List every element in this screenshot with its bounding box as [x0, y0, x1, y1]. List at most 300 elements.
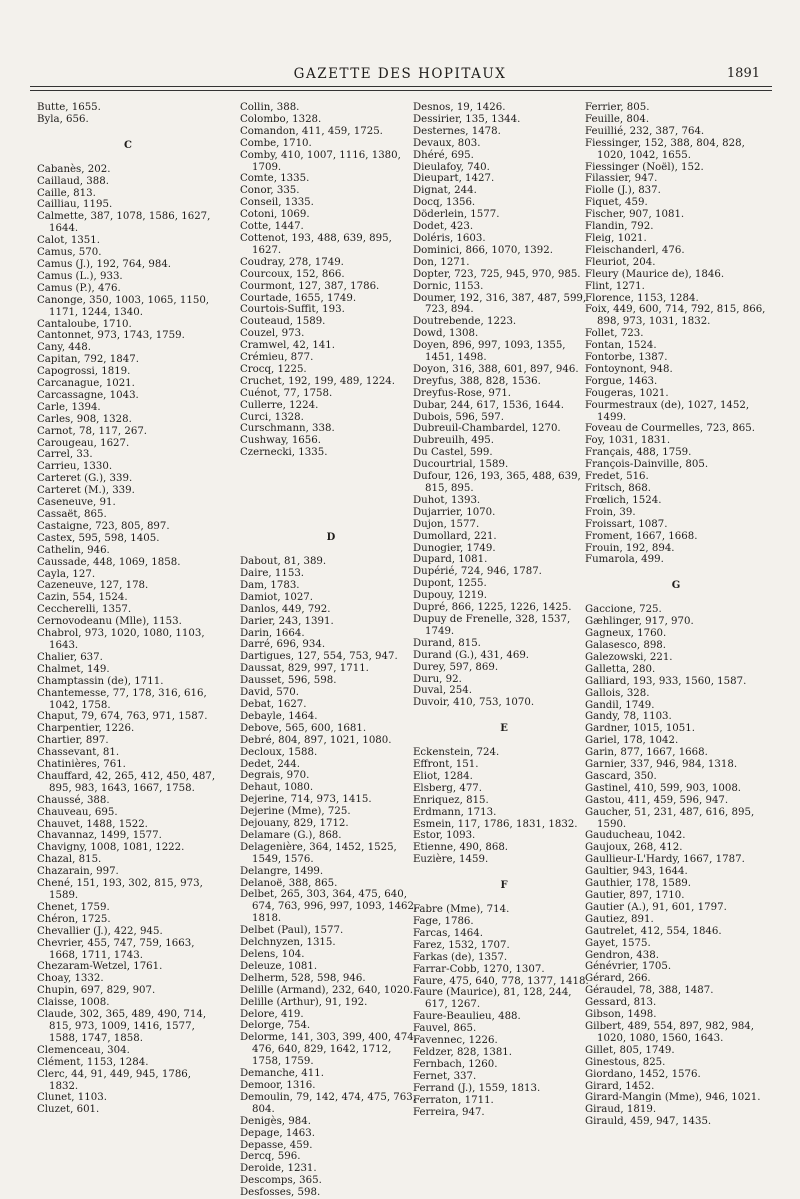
index-entry: Dejerine (Mme), 725. — [240, 806, 351, 818]
index-entry: Euzière, 1459. — [413, 854, 489, 866]
index-entry: Clunet, 1103. — [37, 1092, 107, 1104]
index-entry: Eckenstein, 724. — [413, 747, 500, 759]
index-entry: Darier, 243, 1391. — [240, 615, 334, 627]
index-entry: Curschmann, 338. — [240, 423, 335, 435]
index-entry: Carcassagne, 1043. — [37, 389, 139, 401]
index-entry: Demoor, 1316. — [240, 1079, 316, 1091]
index-entry: Combe, 1710. — [240, 137, 312, 149]
index-entry: Fabre (Mme), 714. — [413, 904, 510, 916]
index-entry: Dedet, 244. — [240, 758, 301, 770]
index-entry: Darré, 696, 934. — [240, 639, 326, 651]
index-entry: Florence, 1153, 1284. — [585, 292, 699, 304]
index-entry: Demanche, 411. — [240, 1068, 324, 1080]
index-entry: Chevrier, 455, 747, 759, 1663, 1668, 1711, 1743. — [37, 937, 195, 961]
index-entry: Dujon, 1577. — [413, 518, 480, 530]
index-entry: Dominici, 866, 1070, 1392. — [413, 244, 553, 256]
index-entry: Dumollard, 221. — [413, 530, 497, 542]
index-entry: Capogrossi, 1819. — [37, 366, 131, 378]
index-entry: Chartier, 897. — [37, 735, 109, 747]
index-entry: Delchnyzen, 1315. — [240, 937, 336, 949]
index-entry: Fleig, 1021. — [585, 232, 647, 244]
index-entry: Gautiez, 891. — [585, 913, 654, 925]
index-entry: Feldzer, 828, 1381. — [413, 1046, 513, 1058]
index-entry: Dessirier, 135, 1344. — [413, 113, 521, 125]
index-entry: Dupouy, 1219. — [413, 590, 487, 602]
index-entry: Castaigne, 723, 805, 897. — [37, 520, 170, 532]
index-entry: Fiquet, 459. — [585, 197, 648, 209]
index-entry: Courcoux, 152, 866. — [240, 268, 345, 280]
index-entry: Degrais, 970. — [240, 770, 310, 782]
index-entry: Coudray, 278, 1749. — [240, 256, 344, 268]
index-entry: Dignat, 244. — [413, 185, 477, 197]
index-entry: Debove, 565, 600, 1681. — [240, 722, 367, 734]
index-entry: Dam, 1783. — [240, 579, 300, 591]
index-entry: Giordano, 1452, 1576. — [585, 1068, 701, 1080]
index-column-4 — [585, 102, 767, 1128]
index-entry: Dornic, 1153. — [413, 280, 484, 292]
index-entry: Fiessinger (Noël), 152. — [585, 161, 704, 173]
index-entry: Fernbach, 1260. — [413, 1058, 498, 1070]
index-entry: Deroide, 1231. — [240, 1163, 317, 1175]
index-entry: Doyen, 896, 997, 1093, 1355, 1451, 1498. — [413, 340, 566, 364]
index-entry: Génévrier, 1705. — [585, 961, 672, 973]
index-entry: Crocq, 1225. — [240, 363, 307, 375]
index-entry: Gæhlinger, 917, 970. — [585, 616, 694, 628]
index-entry: Clément, 1153, 1284. — [37, 1056, 149, 1068]
index-entry: Doutrebende, 1223. — [413, 316, 517, 328]
index-entry: Girard, 1452. — [585, 1080, 655, 1092]
index-entry: Feuille, 804. — [585, 113, 650, 125]
index-entry: Fauvel, 865. — [413, 1023, 477, 1035]
index-entry: Gibson, 1498. — [585, 1009, 657, 1021]
index-entry: Chené, 151, 193, 302, 815, 973, 1589. — [37, 878, 203, 901]
index-entry: Eliot, 1284. — [413, 770, 473, 782]
index-entry: François-Dainville, 805. — [585, 459, 709, 471]
index-entry: Gastinel, 410, 599, 903, 1008. — [585, 782, 742, 794]
index-entry: Garin, 877, 1667, 1668. — [585, 747, 708, 759]
index-entry: Döderlein, 1577. — [413, 209, 500, 221]
index-entry: Daussat, 829, 997, 1711. — [240, 663, 369, 675]
index-entry: Dausset, 596, 598. — [240, 675, 337, 687]
index-entry: Carougeau, 1627. — [37, 437, 130, 449]
index-entry: Gautier, 897, 1710. — [585, 890, 685, 901]
index-entry: David, 570. — [240, 687, 299, 699]
index-entry: Gauthier, 178, 1589. — [585, 878, 692, 890]
index-entry: Chassevant, 81. — [37, 747, 120, 759]
index-entry: Dabout, 81, 389. — [240, 556, 327, 568]
index-entry: Fontan, 1524. — [585, 340, 657, 352]
index-entry: Gessard, 813. — [585, 997, 657, 1009]
index-entry: Dejouany, 829, 1712. — [240, 818, 349, 830]
index-entry: Claude, 302, 365, 489, 490, 714, 815, 973, 1009, 1416, 1577, 1588, 1747, 1858. — [37, 1009, 207, 1044]
index-entry: Fiessinger, 152, 388, 804, 828, 1020, 1042, 1655. — [585, 137, 745, 161]
index-entry: Courmont, 127, 387, 1786. — [240, 280, 380, 292]
index-entry: Dowd, 1308. — [413, 328, 479, 340]
section-letter-c: C — [124, 139, 132, 151]
index-entry: Chaussé, 388. — [37, 794, 110, 806]
index-entry: Comandon, 411, 459, 1725. — [240, 125, 383, 137]
index-entry: Chavannaz, 1499, 1577. — [37, 830, 162, 842]
index-entry: Daire, 1153. — [240, 568, 305, 579]
index-entry: Descomps, 365. — [240, 1175, 322, 1187]
index-entry: Dupérié, 724, 946, 1787. — [413, 566, 542, 578]
index-entry: Cluzet, 601. — [37, 1104, 100, 1116]
index-entry: Decloux, 1588. — [240, 746, 318, 758]
index-entry: Claisse, 1008. — [37, 997, 110, 1009]
index-entry: Gérard, 266. — [585, 973, 651, 985]
index-entry: Cernovodeanu (Mlle), 1153. — [37, 616, 182, 628]
index-entry: Froissart, 1087. — [585, 518, 668, 530]
index-entry: Ducourtrial, 1589. — [413, 459, 509, 471]
index-entry: Dubar, 244, 617, 1536, 1644. — [413, 399, 564, 411]
index-entry: Colombo, 1328. — [240, 113, 322, 125]
index-entry: Gautier (A.), 91, 601, 1797. — [585, 901, 727, 913]
index-entry: Girard-Mangin (Mme), 946, 1021. — [585, 1092, 761, 1104]
index-entry: Cuénot, 77, 1758. — [240, 387, 333, 399]
index-entry: Gandil, 1749. — [585, 699, 655, 711]
index-entry: Effront, 151. — [413, 759, 479, 771]
index-entry: Debat, 1627. — [240, 698, 307, 710]
index-entry: Delille (Armand), 232, 640, 1020. — [240, 984, 413, 996]
section-letter-e: E — [500, 723, 508, 735]
index-entry: Docq, 1356. — [413, 197, 476, 209]
index-entry: Castex, 595, 598, 1405. — [37, 532, 160, 544]
index-entry: Byla, 656. — [37, 113, 89, 125]
index-entry: Caseneuve, 91. — [37, 497, 116, 509]
index-entry: Couzel, 973. — [240, 328, 305, 340]
index-entry: Doyon, 316, 388, 601, 897, 946. — [413, 363, 579, 375]
index-entry: Doumer, 192, 316, 387, 487, 599, 723, 894. — [413, 292, 587, 316]
index-entry: Delorge, 754. — [240, 1020, 311, 1032]
index-entry: Dupont, 1255. — [413, 578, 487, 590]
index-entry: Farcas, 1464. — [413, 927, 483, 939]
header-rule-thin — [30, 90, 772, 91]
index-entry: Durey, 597, 869. — [413, 661, 499, 673]
index-entry: Cazeneuve, 127, 178. — [37, 580, 149, 592]
index-entry: Dieulafoy, 740. — [413, 161, 490, 173]
index-entry: Galezowski, 221. — [585, 651, 673, 663]
header-rule-thick — [30, 86, 772, 87]
index-entry: Crémieu, 877. — [240, 352, 314, 364]
index-entry: Cramwel, 42, 141. — [240, 340, 336, 352]
index-entry: Gaullieur-L'Hardy, 1667, 1787. — [585, 854, 745, 866]
index-entry: Conseil, 1335. — [240, 197, 314, 209]
index-entry: Follet, 723. — [585, 328, 644, 340]
index-entry: Faure (Maurice), 81, 128, 244, 617, 1267. — [413, 987, 572, 1011]
index-entry: Foix, 449, 600, 714, 792, 815, 866, 898, 973, 1031, 1832. — [585, 304, 766, 328]
index-entry: Dreyfus, 388, 828, 1536. — [413, 375, 541, 387]
index-entry: Carle, 1394. — [37, 401, 101, 413]
index-entry: Dieupart, 1427. — [413, 173, 495, 185]
index-entry: Caussade, 448, 1069, 1858. — [37, 556, 181, 568]
index-entry: Chavigny, 1008, 1081, 1222. — [37, 842, 185, 854]
index-entry: Deleuze, 1081. — [240, 960, 318, 972]
index-entry: Cassaët, 865. — [37, 509, 107, 520]
index-entry: Etienne, 490, 868. — [413, 842, 509, 854]
index-entry: Carteret (G.), 339. — [37, 473, 133, 485]
index-entry: Delore, 419. — [240, 1008, 304, 1020]
index-entry: Gaccione, 725. — [585, 604, 662, 616]
index-entry: Gardner, 1015, 1051. — [585, 723, 695, 735]
index-entry: Enriquez, 815. — [413, 794, 489, 806]
index-entry: Faure, 475, 640, 778, 1377, 1418. — [413, 975, 589, 987]
index-entry: Camus (J.), 192, 764, 984. — [37, 258, 172, 270]
index-entry: Gaucher, 51, 231, 487, 616, 895, 1590. — [585, 806, 755, 830]
index-entry: Cazin, 554, 1524. — [37, 592, 128, 604]
index-entry: Fredet, 516. — [585, 471, 649, 483]
index-entry: Clerc, 44, 91, 449, 945, 1786, 1832. — [37, 1068, 192, 1092]
index-entry: Durand, 815. — [413, 637, 481, 649]
index-entry: Dunogier, 1749. — [413, 542, 496, 554]
index-entry: Depasse, 459. — [240, 1139, 313, 1151]
index-entry: Delorme, 141, 303, 399, 400, 474, 476, 640, 829, 1642, 1712, 1758, 1759. — [240, 1032, 417, 1068]
index-entry: Fourmestraux (de), 1027, 1452, 1499. — [585, 399, 750, 423]
section-letter-f: F — [500, 880, 508, 892]
running-header-title: GAZETTE DES HOPITAUX — [293, 66, 507, 82]
section-letter-g: G — [671, 580, 681, 592]
index-entry: Chéron, 1725. — [37, 913, 111, 925]
index-entry: Depage, 1463. — [240, 1127, 315, 1139]
index-entry: Collin, 388. — [240, 102, 300, 113]
index-entry: Cullerre, 1224. — [240, 399, 319, 411]
index-entry: Chantemesse, 77, 178, 316, 616, 1042, 1758. — [37, 687, 207, 711]
index-entry: Du Castel, 599. — [413, 447, 493, 459]
index-entry: Foy, 1031, 1831. — [585, 435, 671, 447]
index-entry: Froment, 1667, 1668. — [585, 530, 698, 542]
index-entry: Gastou, 411, 459, 596, 947. — [585, 794, 729, 806]
index-entry: Estor, 1093. — [413, 830, 476, 842]
index-entry: Foveau de Courmelles, 723, 865. — [585, 423, 755, 435]
index-entry: Chazal, 815. — [37, 854, 102, 866]
index-entry: Carrieu, 1330. — [37, 461, 113, 473]
index-entry: Esmein, 117, 1786, 1831, 1832. — [413, 818, 578, 830]
index-entry: Chabrol, 973, 1020, 1080, 1103, 1643. — [37, 628, 205, 651]
index-entry: Chupin, 697, 829, 907. — [37, 985, 156, 997]
index-entry: Cayla, 127. — [37, 568, 96, 580]
index-entry: Delbet, 265, 303, 364, 475, 640, 674, 763, 996, 997, 1093, 1462, 1818. — [240, 889, 418, 925]
section-letter-d: D — [326, 532, 336, 544]
index-entry: Camus (L.), 933. — [37, 270, 123, 282]
index-entry: Champtassin (de), 1711. — [37, 675, 164, 687]
index-entry: Fleischanderl, 476. — [585, 244, 685, 256]
page-year: 1891 — [726, 66, 760, 81]
index-entry: Dercq, 596. — [240, 1151, 301, 1163]
index-column-1 — [37, 102, 219, 1116]
index-entry: Dejerine, 714, 973, 1415. — [240, 794, 372, 806]
index-entry: Caillaud, 388. — [37, 175, 109, 187]
index-entry: Filassier, 947. — [585, 173, 658, 185]
index-entry: Courtade, 1655, 1749. — [240, 292, 357, 304]
index-entry: Gaultier, 943, 1644. — [585, 866, 688, 878]
index-entry: Demoulin, 79, 142, 474, 475, 763, 804. — [240, 1091, 416, 1115]
index-entry: Couteaud, 1589. — [240, 316, 326, 328]
index-entry: Butte, 1655. — [37, 102, 101, 113]
index-entry: Curci, 1328. — [240, 411, 304, 423]
index-entry: Fumarola, 499. — [585, 554, 664, 566]
index-entry: Gendron, 438. — [585, 949, 659, 961]
index-entry: Giraud, 1819. — [585, 1104, 657, 1116]
index-entry: Dufour, 126, 193, 365, 488, 639, 815, 895. — [413, 471, 581, 494]
index-entry: Fiolle (J.), 837. — [585, 185, 661, 197]
index-entry: Chauffard, 42, 265, 412, 450, 487, 895, 983, 1643, 1667, 1758. — [37, 770, 216, 794]
index-column-2 — [240, 102, 422, 1199]
index-entry: Comby, 410, 1007, 1116, 1380, 1709. — [240, 149, 401, 173]
index-entry: Ferrier, 805. — [585, 102, 650, 113]
index-entry: Flint, 1271. — [585, 280, 645, 292]
index-entry: Cabanès, 202. — [37, 163, 111, 175]
index-entry: Cantonnet, 973, 1743, 1759. — [37, 330, 185, 342]
index-entry: Denigès, 984. — [240, 1115, 311, 1127]
index-entry: Don, 1271. — [413, 256, 470, 268]
index-entry: Damiot, 1027. — [240, 591, 314, 603]
index-entry: Farez, 1532, 1707. — [413, 939, 510, 951]
index-entry: Frœlich, 1524. — [585, 494, 662, 506]
index-entry: Ceccherelli, 1357. — [37, 604, 132, 616]
index-entry: Chazarain, 997. — [37, 866, 119, 878]
index-entry: Gandy, 78, 1103. — [585, 711, 672, 723]
index-entry: Gaujoux, 268, 412. — [585, 842, 683, 854]
index-entry: Ferrand (J.), 1559, 1813. — [413, 1082, 541, 1094]
index-entry: Delamare (G.), 868. — [240, 829, 342, 841]
index-entry: Fontorbe, 1387. — [585, 352, 668, 364]
index-entry: Cotoni, 1069. — [240, 209, 310, 221]
index-entry: Dreyfus-Rose, 971. — [413, 387, 512, 399]
index-entry: Delangre, 1499. — [240, 865, 324, 877]
index-entry: Gilbert, 489, 554, 897, 982, 984, 1020, 1080, 1560, 1643. — [585, 1020, 755, 1044]
index-entry: Chauveau, 695. — [37, 806, 118, 818]
index-entry: Doléris, 1603. — [413, 232, 486, 244]
index-entry: Durand (G.), 431, 469. — [413, 649, 530, 661]
index-entry: Ferraton, 1711. — [413, 1094, 494, 1106]
index-entry: Garnier, 337, 946, 984, 1318. — [585, 759, 738, 771]
index-entry: Czernecki, 1335. — [240, 447, 328, 459]
index-entry: Carteret (M.), 339. — [37, 485, 135, 497]
index-entry: Chaput, 79, 674, 763, 971, 1587. — [37, 711, 208, 723]
index-entry: Gallois, 328. — [585, 687, 650, 699]
index-entry: Dopter, 723, 725, 945, 970, 985. — [413, 268, 581, 280]
index-entry: Chezaram-Wetzel, 1761. — [37, 961, 163, 973]
index-entry: Carcanague, 1021. — [37, 378, 135, 390]
index-entry: Ginestous, 825. — [585, 1056, 666, 1068]
index-entry: Desfosses, 598. — [240, 1187, 321, 1199]
index-entry: Fontoynont, 948. — [585, 363, 673, 375]
index-entry: Gagneux, 1760. — [585, 628, 667, 640]
index-entry: Choay, 1332. — [37, 973, 104, 985]
index-entry: Dubois, 596, 597. — [413, 411, 504, 423]
index-entry: Gascard, 350. — [585, 770, 657, 782]
index-entry: Ferreira, 947. — [413, 1106, 485, 1118]
index-entry: Duru, 92. — [413, 673, 462, 685]
index-entry: Galliard, 193, 933, 1560, 1587. — [585, 675, 747, 687]
index-entry: Camus (P.), 476. — [37, 282, 121, 294]
index-entry: Dupard, 1081. — [413, 554, 488, 566]
index-entry: Fritsch, 868. — [585, 483, 651, 494]
index-entry: Cathelin, 946. — [37, 544, 110, 556]
index-entry: Chevallier (J.), 422, 945. — [37, 925, 163, 937]
index-entry: Cushway, 1656. — [240, 435, 321, 447]
index-entry: Desternes, 1478. — [413, 125, 501, 137]
index-entry: Dartigues, 127, 554, 753, 947. — [240, 651, 398, 663]
index-entry: Desnos, 19, 1426. — [413, 102, 506, 113]
index-entry: Carnot, 78, 117, 267. — [37, 425, 148, 437]
index-entry: Gauducheau, 1042. — [585, 830, 686, 842]
index-entry: Capitan, 792, 1847. — [37, 354, 139, 366]
index-entry: Dupuy de Frenelle, 328, 1537, 1749. — [413, 613, 571, 637]
index-entry: Fage, 1786. — [413, 916, 474, 927]
index-entry: Canonge, 350, 1003, 1065, 1150, 1171, 1244, 1340. — [37, 294, 210, 318]
index-entry: Fleury (Maurice de), 1846. — [585, 268, 725, 280]
index-entry: Duval, 254. — [413, 685, 472, 697]
index-entry: Dupré, 866, 1225, 1226, 1425. — [413, 602, 572, 614]
index-entry: Delanoë, 388, 865. — [240, 877, 338, 889]
index-entry: Gayet, 1575. — [585, 937, 651, 949]
index-entry: Cany, 448. — [37, 342, 91, 354]
index-entry: Clemenceau, 304. — [37, 1044, 130, 1056]
index-entry: Gillet, 805, 1749. — [585, 1044, 675, 1056]
index-entry: Dhéré, 695. — [413, 149, 474, 161]
index-entry: Girauld, 459, 947, 1435. — [585, 1116, 712, 1128]
index-entry: Calot, 1351. — [37, 235, 100, 247]
index-entry: Fleuriot, 204. — [585, 256, 656, 268]
index-entry: Caille, 813. — [37, 187, 96, 199]
index-entry: Courtois-Suffit, 193. — [240, 304, 345, 316]
index-entry: Cruchet, 192, 199, 489, 1224. — [240, 375, 396, 387]
index-entry: Chatinières, 761. — [37, 759, 126, 771]
index-entry: Chenet, 1759. — [37, 901, 110, 913]
index-entry: Delagenière, 364, 1452, 1525, 1549, 1576. — [240, 841, 397, 865]
index-entry: Dodet, 423. — [413, 221, 474, 233]
index-entry: Debré, 804, 897, 1021, 1080. — [240, 734, 392, 746]
index-entry: Farkas (de), 1357. — [413, 951, 508, 963]
index-entry: Charpentier, 1226. — [37, 723, 135, 735]
index-entry: Delherm, 528, 598, 946. — [240, 972, 366, 984]
index-entry: Fernet, 337. — [413, 1070, 477, 1082]
index-entry: Delbet (Paul), 1577. — [240, 925, 344, 937]
index-entry: Galletta, 280. — [585, 663, 656, 675]
index-entry: Cantaloube, 1710. — [37, 318, 132, 330]
index-entry: Debayle, 1464. — [240, 710, 318, 722]
index-entry: Calmette, 387, 1078, 1586, 1627, 1644. — [37, 211, 211, 235]
index-entry: Dubreuilh, 495. — [413, 435, 494, 447]
index-entry: Delille (Arthur), 91, 192. — [240, 996, 368, 1008]
index-entry: Frouin, 192, 894. — [585, 542, 675, 554]
index-entry: Chalmet, 149. — [37, 663, 110, 675]
index-entry: Forgue, 1463. — [585, 375, 658, 387]
index-entry: Elsberg, 477. — [413, 782, 483, 794]
index-entry: Duvoir, 410, 753, 1070. — [413, 697, 535, 709]
index-entry: Gautrelet, 412, 554, 1846. — [585, 925, 722, 937]
index-entry: Delens, 104. — [240, 949, 305, 960]
index-entry: Dubreuil-Chambardel, 1270. — [413, 423, 561, 435]
index-entry: Erdmann, 1713. — [413, 806, 497, 818]
index-entry: Feuillié, 232, 387, 764. — [585, 125, 705, 137]
index-entry: Danlos, 449, 792. — [240, 603, 331, 615]
index-entry: Carrel, 33. — [37, 449, 93, 461]
index-entry: Favennec, 1226. — [413, 1035, 498, 1047]
index-entry: Cailliau, 1195. — [37, 199, 113, 211]
index-entry: Froin, 39. — [585, 506, 636, 518]
index-entry: Fischer, 907, 1081. — [585, 209, 685, 221]
index-entry: Camus, 570. — [37, 247, 102, 259]
index-entry: Dehaut, 1080. — [240, 782, 314, 794]
index-entry: Cotte, 1447. — [240, 221, 304, 233]
index-entry: Duhot, 1393. — [413, 494, 481, 506]
index-entry: Conor, 335. — [240, 185, 300, 197]
index-entry: Chauvet, 1488, 1522. — [37, 818, 148, 830]
index-entry: Dujarrier, 1070. — [413, 506, 496, 518]
index-entry: Faure-Beaulieu, 488. — [413, 1011, 521, 1023]
index-entry: Géraudel, 78, 388, 1487. — [585, 985, 714, 997]
